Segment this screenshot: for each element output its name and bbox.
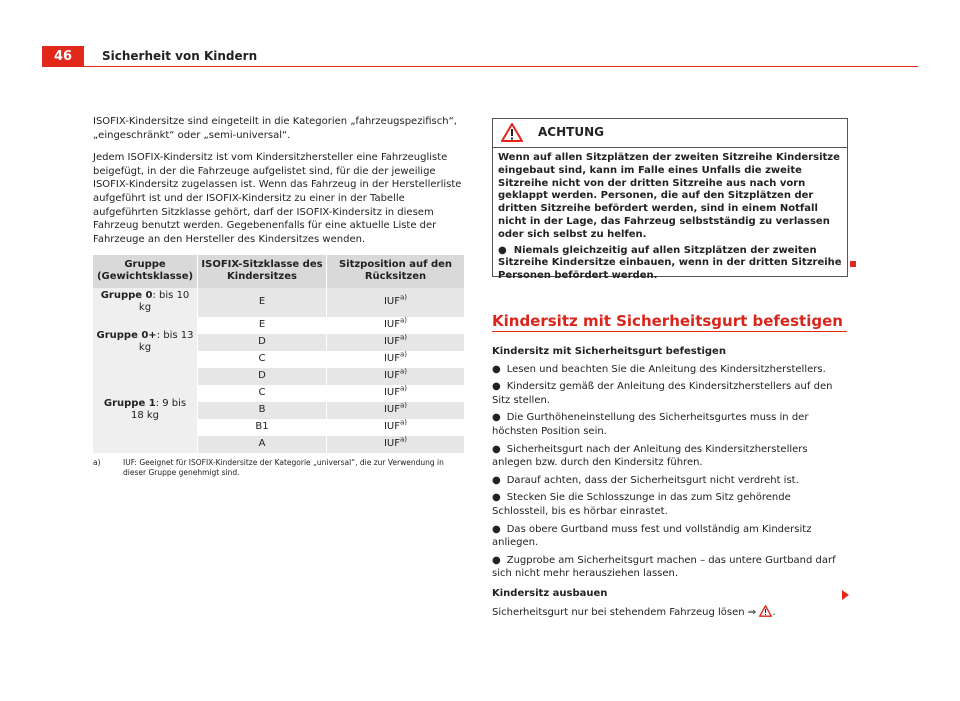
table-header-row xyxy=(93,255,464,288)
position-value: IUF xyxy=(383,370,400,381)
class-cell: B1 xyxy=(198,419,327,436)
position-value: IUF xyxy=(383,387,400,398)
section-subtitle: Kindersitz mit Sicherheitsgurt befestigen xyxy=(492,346,726,357)
position-cell xyxy=(327,385,465,402)
bullet-dot: ● xyxy=(492,363,501,375)
list-item xyxy=(492,491,847,518)
table-header-position: Sitzposition auf den Rücksitzen xyxy=(327,255,465,288)
remove-end: . xyxy=(772,606,776,618)
warning-header xyxy=(493,119,847,148)
footnote-ref: a) xyxy=(400,401,408,410)
warning-bullet xyxy=(498,245,842,283)
warning-reference-icon[interactable] xyxy=(759,605,772,622)
class-cell: E xyxy=(198,288,327,317)
footnote-ref: a) xyxy=(400,435,408,444)
warning-title: ACHTUNG xyxy=(538,125,604,139)
footnote-ref: a) xyxy=(400,384,408,393)
list-item-text: Das obere Gurtband muss fest und vollständig am Kindersitz anliegen. xyxy=(492,523,812,549)
class-cell: C xyxy=(198,351,327,368)
class-cell: E xyxy=(198,317,327,334)
list-item xyxy=(492,474,847,488)
footnote-ref: a) xyxy=(400,367,408,376)
group-cell xyxy=(93,288,198,317)
remove-paragraph xyxy=(492,605,847,622)
group-cell xyxy=(93,317,198,368)
list-item-text: Lesen und beachten Sie die Anleitung des Kindersitzherstellers. xyxy=(506,363,826,375)
remove-title: Kindersitz ausbauen xyxy=(492,587,608,599)
class-cell: C xyxy=(198,385,327,402)
group-name: Gruppe 1 xyxy=(103,398,156,409)
isofix-table xyxy=(93,255,464,453)
remove-text: Sicherheitsgurt nur bei stehendem Fahrzeug lösen ⇒ xyxy=(492,606,757,618)
list-item-text: Stecken Sie die Schlosszunge in das zum Sitz gehörende Schlossteil, bis es hörbar einrastet. xyxy=(492,492,791,517)
instruction-list xyxy=(492,363,847,581)
list-item xyxy=(492,523,847,550)
table-row xyxy=(93,368,464,385)
left-column xyxy=(93,115,465,255)
footnote-ref: a) xyxy=(400,333,408,342)
warning-paragraph: Wenn auf allen Sitzplätzen der zweiten Sitzreihe Kindersitze eingebaut sind, kann im Falle eines Unfalls die zweite Sitzreihe nicht von der dritten Sitzreihe aus nach vorn geklappt werden. Personen, die auf den Sitzplätzen der dritten Sitzreihe befördert werden, sind in einem Notfall nicht in der Lage, das Fahrzeug selbstständig zu verlassen oder sich selbst zu helfen. xyxy=(498,152,840,240)
warning-triangle-icon xyxy=(501,123,523,146)
footnote-ref: a) xyxy=(400,316,408,325)
list-item xyxy=(492,554,847,581)
table-header-group: Gruppe (Gewichtsklasse) xyxy=(93,255,198,288)
header-rule xyxy=(84,66,918,67)
position-cell xyxy=(327,368,465,385)
body-paragraph: Jedem ISOFIX-Kindersitz ist vom Kindersitzhersteller eine Fahrzeugliste beigefügt, in der die Fahrzeuge aufgelistet sind, für die der jeweilige ISOFIX-Kindersitz zugelassen ist. Wenn das Fahrzeug in der Herstellerliste aufgeführt ist und der ISOFIX-Kindersitz zu einer in der Tabelle aufgeführten Sitzklasse gehört, darf der ISOFIX-Kindersitz in diesem Fahrzeug benutzt werden. Gegebenenfalls für eine aktuelle Liste der Fahrzeuge an den Hersteller des Kindersitzes wenden. xyxy=(93,152,462,245)
group-name: Gruppe 0 xyxy=(100,290,153,301)
group-weight: : bis 10 kg xyxy=(138,290,190,313)
position-value: IUF xyxy=(383,353,400,364)
position-value: IUF xyxy=(383,421,400,432)
table-body xyxy=(93,288,464,453)
position-cell xyxy=(327,351,465,368)
position-cell xyxy=(327,402,465,419)
bullet-dot: ● xyxy=(492,523,501,535)
group-name: Gruppe 0+ xyxy=(96,330,157,341)
position-cell xyxy=(327,419,465,436)
group-cell xyxy=(93,368,198,453)
bullet-dot: ● xyxy=(492,554,501,566)
warning-body xyxy=(493,148,847,283)
bullet-dot: ● xyxy=(492,412,501,424)
section-rule xyxy=(492,331,847,332)
bullet-dot: ● xyxy=(498,244,507,256)
footnote-mark: a) xyxy=(93,458,101,467)
footnote-ref: a) xyxy=(400,350,408,359)
end-of-warning-marker xyxy=(850,261,856,267)
list-item-text: Kindersitz gemäß der Anleitung des Kindersitzherstellers auf den Sitz stellen. xyxy=(492,381,833,406)
bullet-dot: ● xyxy=(492,474,501,486)
class-cell: D xyxy=(198,368,327,385)
table-row xyxy=(93,288,464,317)
group-weight: : 9 bis 18 kg xyxy=(130,398,187,421)
list-item xyxy=(492,411,847,438)
position-cell xyxy=(327,436,465,453)
footnote-text: IUF: Geeignet für ISOFIX-Kindersitze der Kategorie „universal“, die zur Verwendung in dieser Gruppe genehmigt sind. xyxy=(123,458,444,477)
bullet-dot: ● xyxy=(492,443,501,455)
class-cell: D xyxy=(198,334,327,351)
group-weight: : bis 13 kg xyxy=(138,330,194,353)
list-item-text: Darauf achten, dass der Sicherheitsgurt nicht verdreht ist. xyxy=(506,474,799,486)
list-item-text: Zugprobe am Sicherheitsgurt machen – das untere Gurtband darf sich nicht mehr herausziehen lassen. xyxy=(492,554,836,580)
table-header-class: ISOFIX-Sitzklasse des Kindersitzes xyxy=(198,255,327,288)
position-cell xyxy=(327,334,465,351)
position-cell xyxy=(327,317,465,334)
list-item xyxy=(492,363,847,377)
warning-bullet-text: Niemals gleichzeitig auf allen Sitzplätzen der zweiten Sitzreihe Kindersitze einbauen, wenn in der dritten Sitzreihe Personen befördert werden. xyxy=(498,244,842,282)
position-value: IUF xyxy=(383,438,400,449)
list-item xyxy=(492,380,847,407)
section-title: Kindersitz mit Sicherheitsgurt befestigen xyxy=(492,312,843,330)
class-cell: B xyxy=(198,402,327,419)
list-item xyxy=(492,443,847,470)
footnote-ref: a) xyxy=(400,418,408,427)
list-item-text: Sicherheitsgurt nach der Anleitung des Kindersitzherstellers anlegen bzw. durch den Kindersitz führen. xyxy=(492,443,808,469)
page-number: 46 xyxy=(42,46,84,67)
table-footnote xyxy=(93,458,465,477)
bullet-dot: ● xyxy=(492,492,501,504)
table-row xyxy=(93,317,464,334)
list-item-text: Die Gurthöheneinstellung des Sicherheitsgurtes muss in der höchsten Position sein. xyxy=(492,412,809,437)
position-cell xyxy=(327,288,465,317)
bullet-dot: ● xyxy=(492,381,501,393)
right-column xyxy=(492,345,847,621)
position-value: IUF xyxy=(383,404,400,415)
position-value: IUF xyxy=(383,319,400,330)
next-page-arrow-icon xyxy=(842,590,849,600)
position-value: IUF xyxy=(383,296,400,307)
class-cell: A xyxy=(198,436,327,453)
intro-paragraph: ISOFIX-Kindersitze sind eingeteilt in die Kategorien „fahrzeugspezifisch“, „eingeschränkt“ oder „semi-universal“. xyxy=(93,116,457,141)
footnote-ref: a) xyxy=(400,293,408,302)
page-title: Sicherheit von Kindern xyxy=(102,49,258,63)
warning-box xyxy=(492,118,848,282)
position-value: IUF xyxy=(383,336,400,347)
